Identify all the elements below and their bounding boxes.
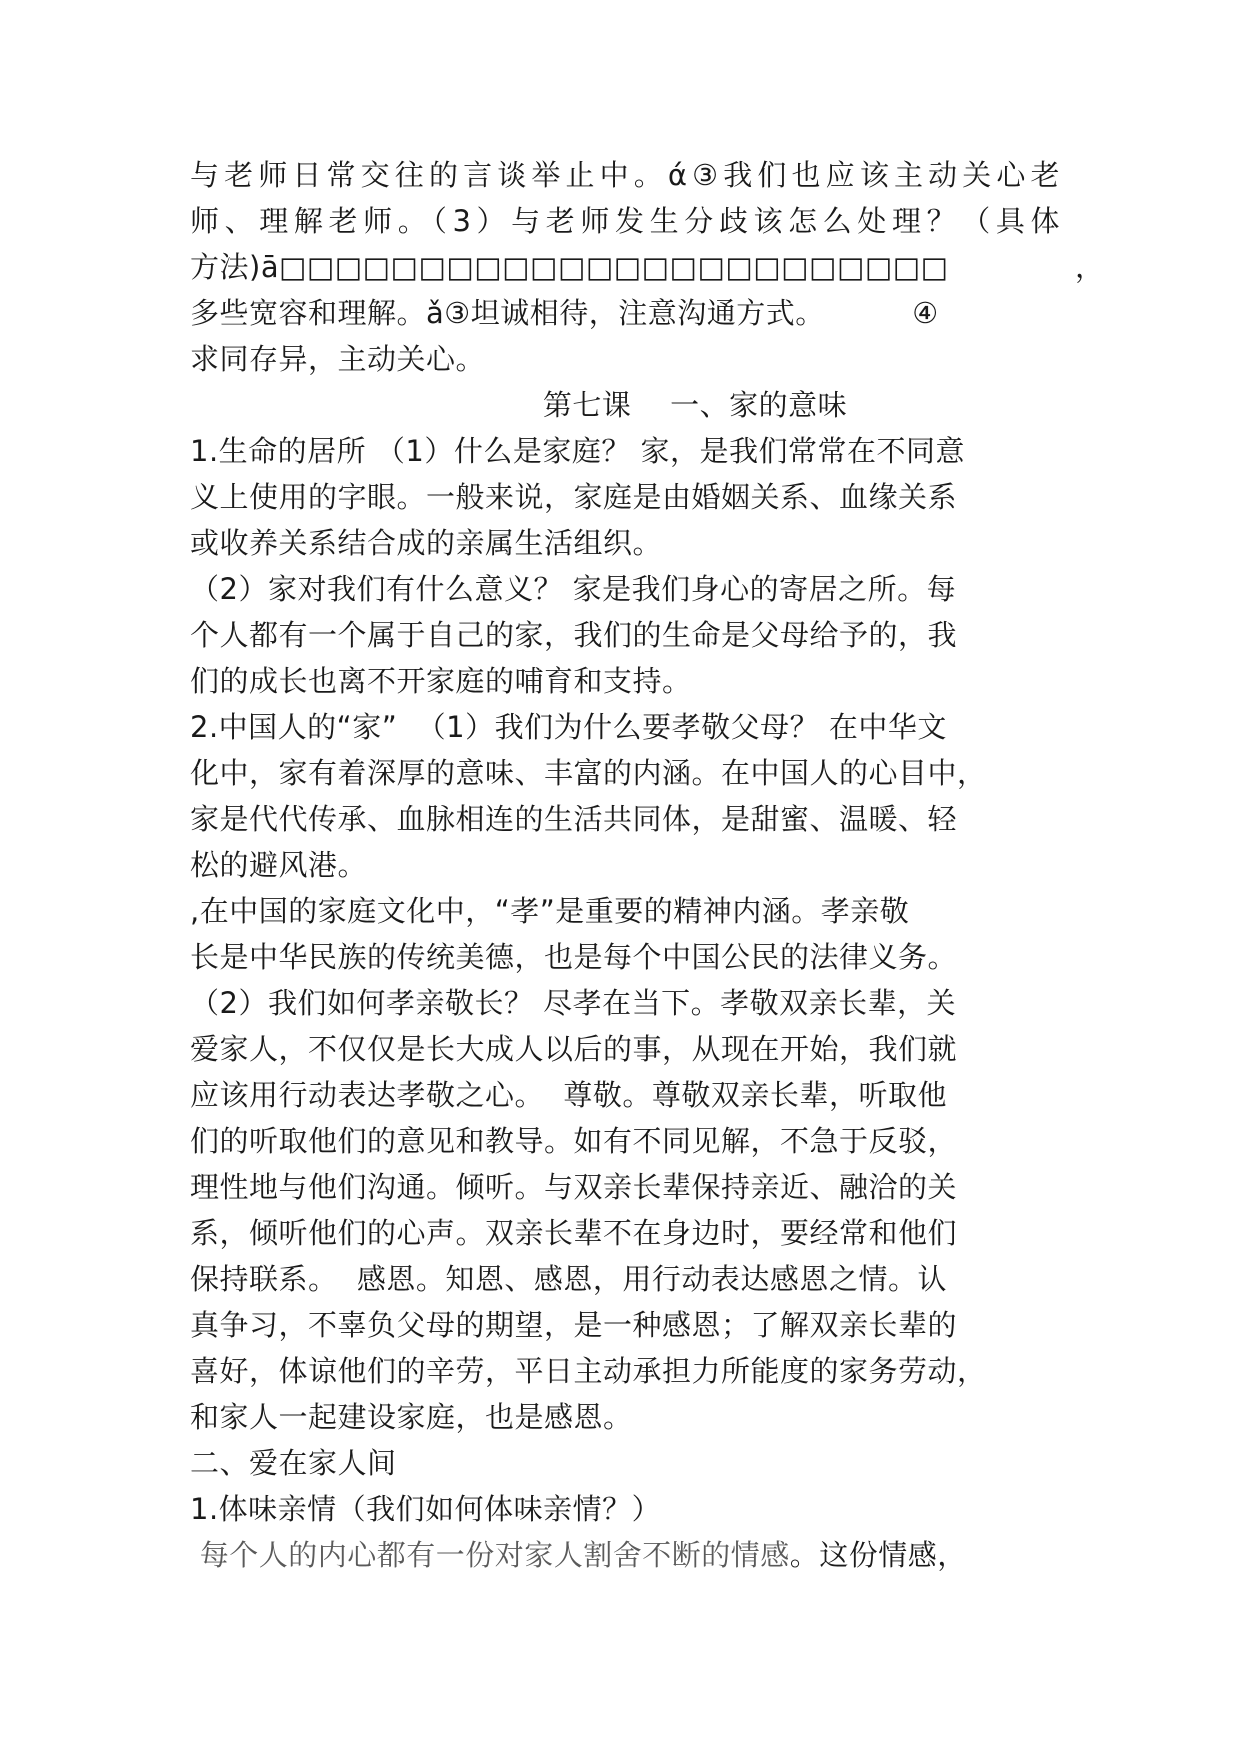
normal-text: 。这份情感， <box>789 1538 967 1572</box>
text-line: ,在中国的家庭文化中，“孝”是重要的精神内涵。孝亲敬 <box>190 894 910 928</box>
text-line: 喜好，体谅他们的辛劳，平日主动承担力所能度的家务劳动， <box>190 1354 987 1388</box>
text-line: 个人都有一个属于自己的家，我们的生命是父母给予的，我 <box>190 618 958 652</box>
text-line: 2.中国人的“家” （1）我们为什么要孝敬父母？ 在中华文 <box>190 710 947 744</box>
text-line: （2）家对我们有什么意义？ 家是我们身心的寄居之所。每 <box>190 572 957 606</box>
text-line: 保持联系。 感恩。知恩、感恩，用行动表达感恩之情。认 <box>190 1262 947 1296</box>
text-line: 方法)ā□□□□□□□□□□□□□□□□□□□□□□□□ ， <box>190 250 1105 284</box>
text-line: 求同存异，主动关心。 <box>190 342 486 376</box>
text-line: 1.体味亲情（我们如何体味亲情？） <box>190 1492 662 1526</box>
text-line: 应该用行动表达孝敬之心。 尊敬。尊敬双亲长辈，听取他 <box>190 1078 947 1112</box>
text-line: 们的成长也离不开家庭的哺育和支持。 <box>190 664 692 698</box>
text-line: 多些宽容和理解。ǎ③坦诚相待，注意沟通方式。 ④ <box>190 296 939 330</box>
text-line: 爱家人，不仅仅是长大成人以后的事，从现在开始，我们就 <box>190 1032 958 1066</box>
text-line: 与老师日常交往的言谈举止中。ά③我们也应该主动关心老 <box>190 158 1060 192</box>
text-line: 真争习，不辜负父母的期望，是一种感恩；了解双亲长辈的 <box>190 1308 958 1342</box>
section-heading: 二、爱在家人间 <box>190 1446 397 1480</box>
text-line: 系，倾听他们的心声。双亲长辈不在身边时，要经常和他们 <box>190 1216 958 1250</box>
text-line: 师、理解老师。（3）与老师发生分歧该怎么处理？（具体 <box>190 204 1060 238</box>
text-line: 化中，家有着深厚的意味、丰富的内涵。在中国人的心目中， <box>190 756 987 790</box>
text-line: 义上使用的字眼。一般来说，家庭是由婚姻关系、血缘关系 <box>190 480 958 514</box>
text-line: 长是中华民族的传统美德，也是每个中国公民的法律义务。 <box>190 940 958 974</box>
text-line: 理性地与他们沟通。倾听。与双亲长辈保持亲近、融洽的关 <box>190 1170 958 1204</box>
section-heading: 第七课 一、家的意味 <box>542 388 848 422</box>
faded-text: 每个人的内心都有一份对家人割舍不断的情感 <box>190 1538 790 1572</box>
text-line: 和家人一起建设家庭，也是感恩。 <box>190 1400 633 1434</box>
text-line: 1.生命的居所 （1）什么是家庭？ 家，是我们常常在不同意 <box>190 434 966 468</box>
text-line: 松的避风港。 <box>190 848 368 882</box>
text-line: （2）我们如何孝亲敬长？ 尽孝在当下。孝敬双亲长辈，关 <box>190 986 957 1020</box>
document-text <box>190 152 1105 1578</box>
text-line <box>190 1532 1060 1578</box>
text-line: 们的听取他们的意见和教导。如有不同见解，不急于反驳， <box>190 1124 958 1158</box>
text-line: 家是代代传承、血脉相连的生活共同体，是甜蜜、温暖、轻 <box>190 802 958 836</box>
text-line: 或收养关系结合成的亲属生活组织。 <box>190 526 663 560</box>
